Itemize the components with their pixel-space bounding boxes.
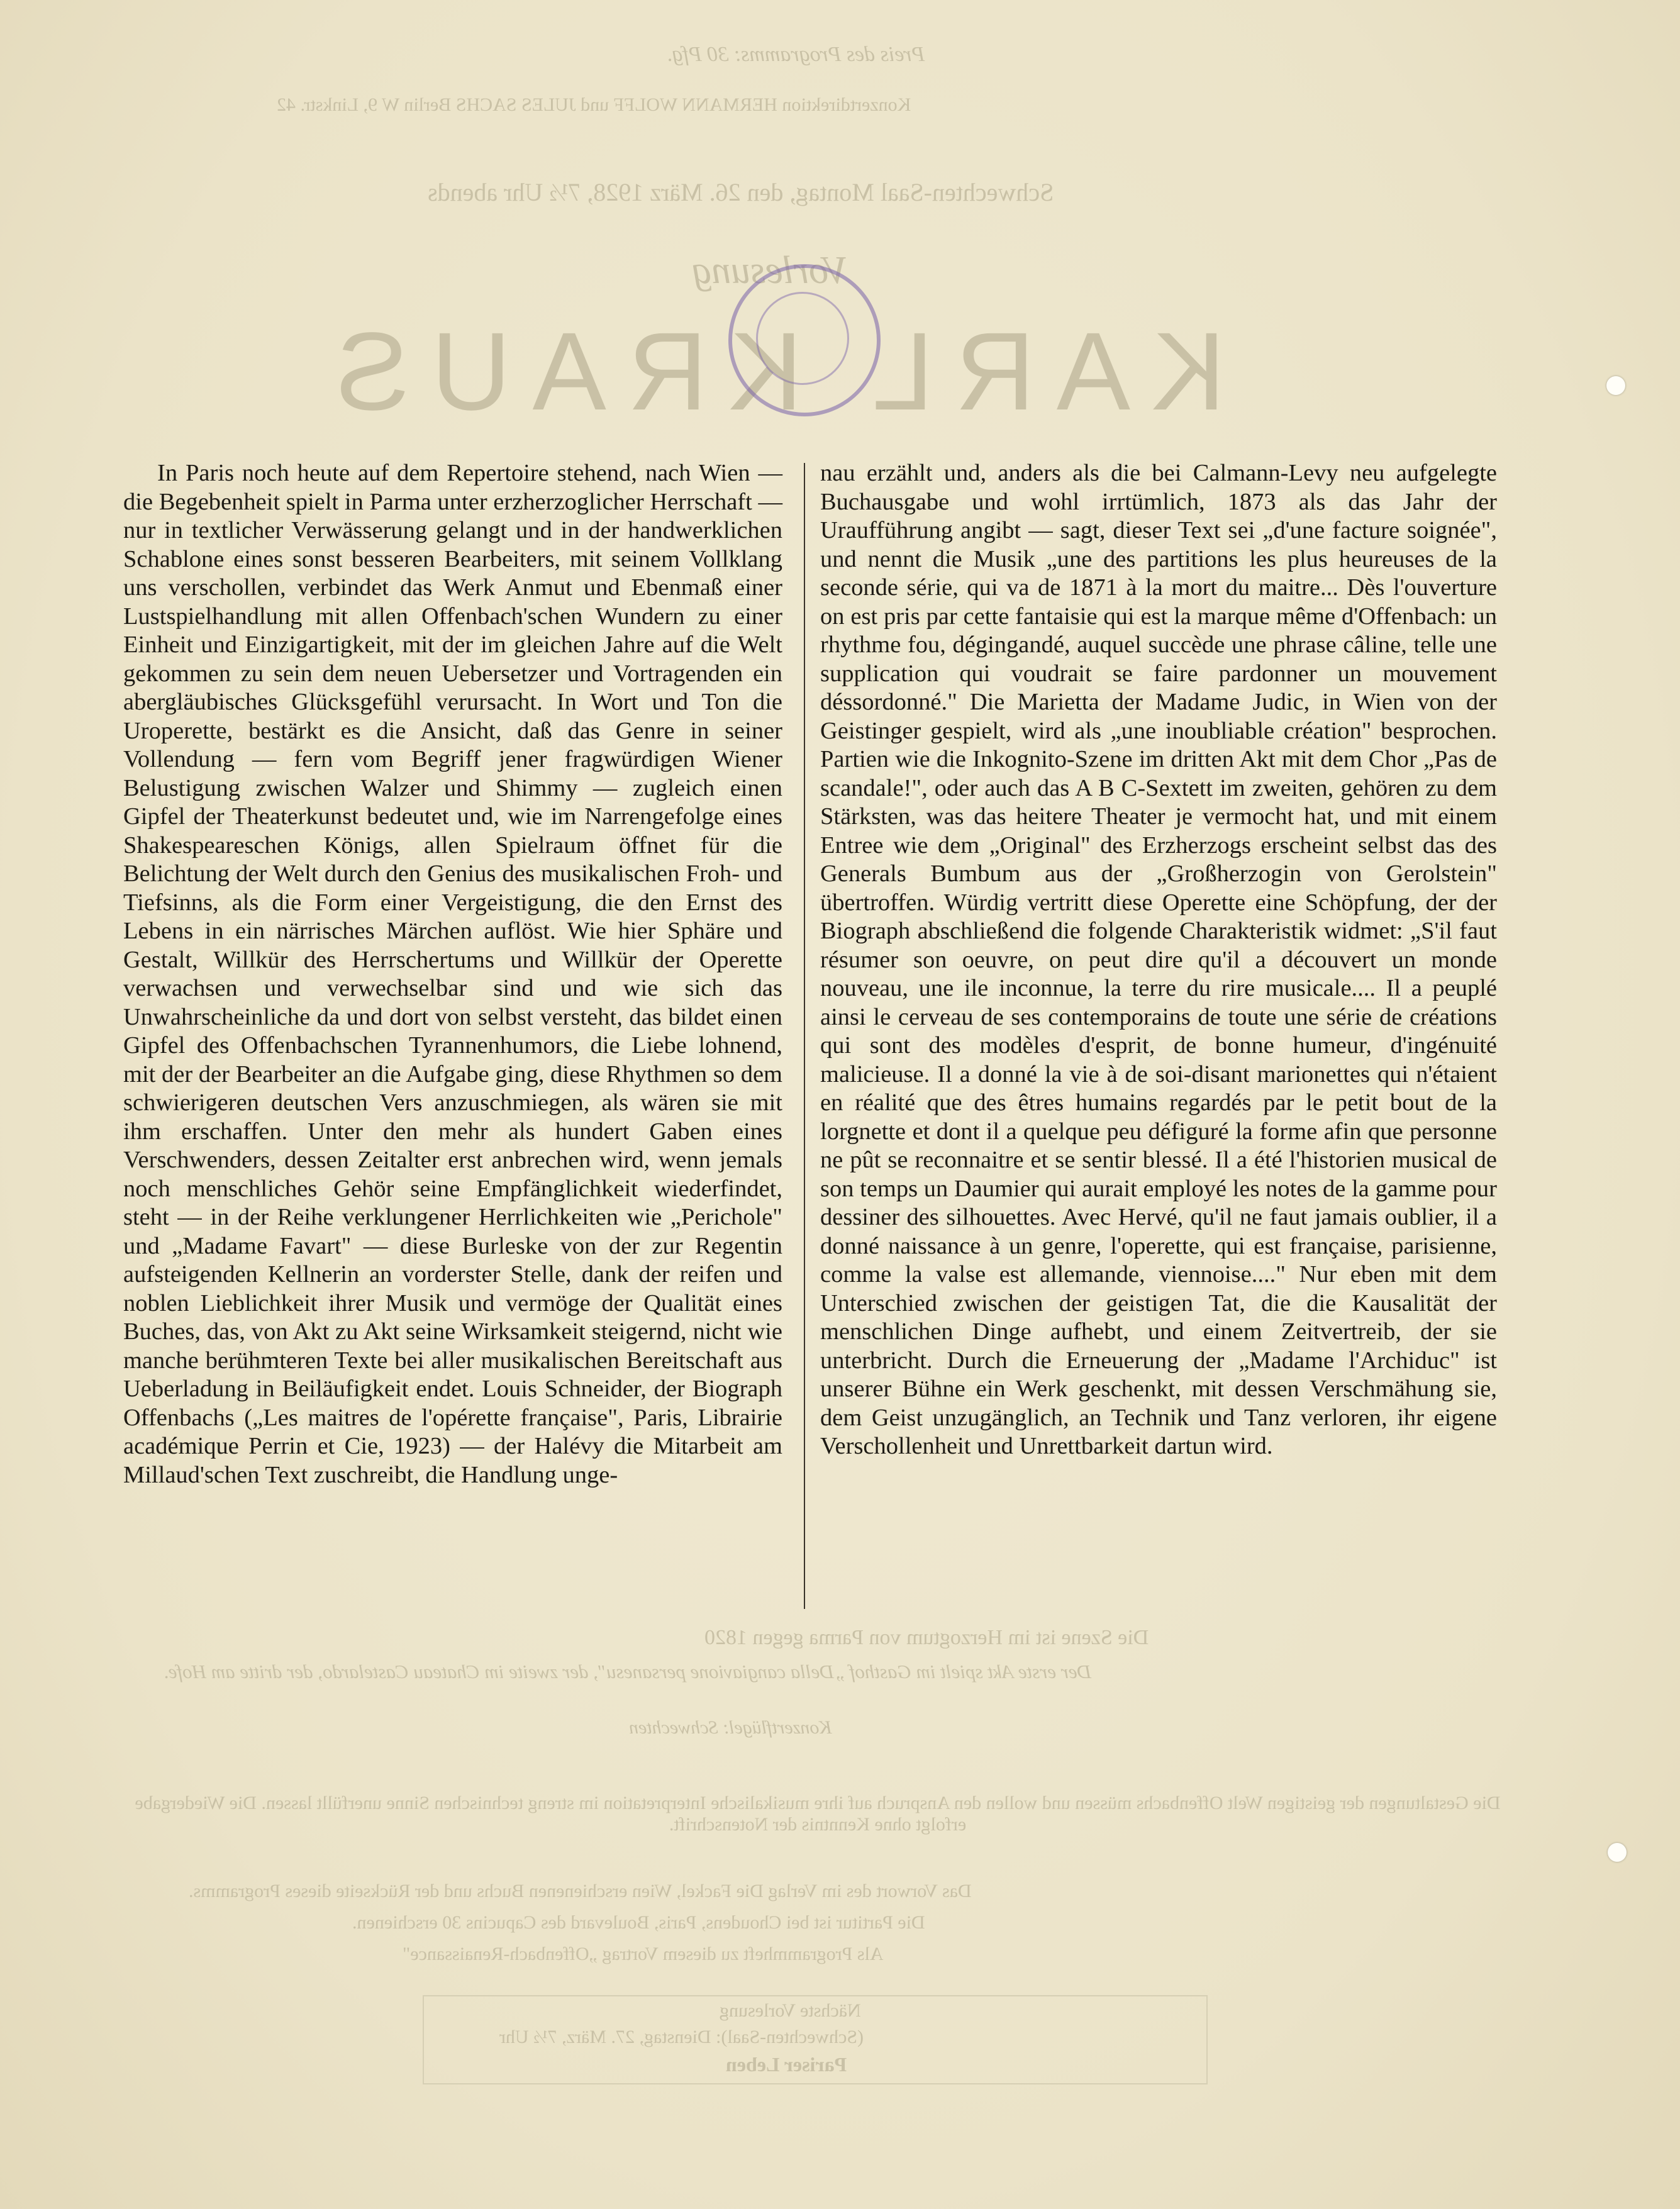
showthrough-scene: Die Szene ist im Herzogtum von Parma gegen 1820 (704, 1626, 1149, 1649)
showthrough-next-details: (Schwechten-Saal): Dienstag, 27. März, 7½ Uhr (499, 2027, 864, 2047)
showthrough-management: Konzertdirektion HERMANN WOLFF und JULES SACHS Berlin W 9, Linkstr. 42 (277, 94, 911, 115)
showthrough-next-reading: Nächste Vorlesung (720, 2000, 861, 2021)
showthrough-name: KARL KRAUS (314, 310, 1226, 433)
article-text-right: nau erzählt und, anders als die bei Calmann-Levy neu aufgelegte Buchausgabe und wohl irrtümlich, 1873 als das Jahr der Uraufführung angibt — sagt, dieser Text sei „d'une facture soignée", und nennt die Musik „une des partitions les plus heureuses de la seconde série, qui va de 1871 à la mort du maitre... Dès l'ouverture on est pris par cette fantaisie qui est la marque même d'Offenbach: un rhythme fou, dégingandé, auquel succède une phrase câline, telle une supplication qui voudrait se faire pardonner un mouvement déssordonné." Die Marietta der Madame Judic, in Wien von der Geistinger gespielt, wird als „une inoubliable création" besprochen. Partien wie die Inkognito-Szene im dritten Akt mit dem Chor „Pas de scandale!", oder auch das A B C-Sextett im zweiten, gehören zu dem Stärksten, was das heitere Theater je vermocht hat, und mit einem Entree wie dem „Original" des Erzherzogs erscheint selbst das des Generals Bumbum aus der „Großherzogin von Gerolstein" übertroffen. Würdig vertritt diese Operette eine Schöpfung, der der Biograph abschließend die folgende Charakteristik widmet: „S'il faut résumer son oeuvre, on peut dire qu'il a découvert un monde nouveau, une ile inconnue, la terre du rire musicale.... Il a peuplé ainsi le cerveau de ses contemporains de toute une série de créations qui sont des modèles d'esprit, de bonne humeur, d'ingénuité malicieuse. Il a donné la vie à de soi-disant marionettes qui n'étaient en réalité que des êtres humains regardés par le petit bout de la lorgnette et dont il a quelque peu défiguré la forme afin que personne ne pût se reconnaitre et se sentir blessé. Il a été l'historien musical de son temps un Daumier qui aurait employé les notes de la gamme pour dessiner des silhouettes. Avec Hervé, qu'il ne faut jamais oublier, il a donné naissance à un genre, l'operette, qui est française, parisienne, comme la valse est allemande, viennoise...." Nur eben mit dem Unterschied zwischen der geistigen Tat, die die Kausalität der menschlichen Dinge aufhebt, und einem Zeitvertreib, der sie unterbricht. Durch die Erneuerung der „Madame l'Archiduc" ist unserer Bühne ein Werk geschenkt, mit dessen Verschmähung sie, dem Geist unzugänglich, an Technik und Tanz verloren, ihr eigene Verschollenheit und Unrettbarkeit dartun wird. (820, 460, 1497, 1459)
showthrough-vorlesung: Vorlesung (692, 249, 848, 292)
showthrough-score: Die Partitur ist bei Choudens, Paris, Boulevard des Capucins 30 erschienen. (352, 1912, 925, 1933)
punch-hole-bottom (1608, 1843, 1627, 1862)
showthrough-act-note: Der erste Akt spielt im Gasthof „Della cangiavione persanesu", der zweite im Chateau Castelardo, der dritte am Hofe. (164, 1661, 1092, 1683)
column-divider (804, 463, 805, 1609)
article-text-left: In Paris noch heute auf dem Repertoire stehend, nach Wien — die Begebenheit spielt in Parma unter erzherzoglicher Herrschaft — nur in textlicher Verwässerung gelangt und in der handwerklichen Schablone eines sonst besseren Bearbeiters, mit seinem Vollklang uns verschollen, verbindet das Werk Anmut und Ebenmaß einer Lustspielhandlung mit allen Offenbach'schen Wundern zu einer Einheit und Einzigartigkeit, mit der im gleichen Jahre auf die Welt gekommen zu sein dem neuen Uebersetzer und Vortragenden ein abergläubisches Glücksgefühl verursacht. In Wort und Ton die Uroperette, bestärkt es die Ansicht, daß das Genre in seiner Vollendung — fern vom Begriff jener fragwürdigen Wiener Belustigung zwischen Walzer und Shimmy — zugleich einen Gipfel der Theaterkunst bedeutet und, wie im Narrengefolge eines Shakespeareschen Königs, allen Spielraum öffnet für die Belichtung der Welt durch den Genius des musikalischen Froh- und Tiefsinns, als die Form einer Vergeistigung, die den Ernst des Lebens in ein närrisches Märchen auflöst. Wie hier Sphäre und Gestalt, Willkür des Herrschertums und Willkür der Operette verwachsen und verwechselbar sind und wie sich das Unwahrscheinliche da und dort von selbst versteht, das bildet einen Gipfel des Offenbachschen Tyrannenhumors, die Liebe lohnend, mit der der Bearbeiter an die Aufgabe ging, diese Rhythmen so dem schwierigeren deutschen Vers anzuschmiegen, als wären sie mit ihm erschaffen. Unter den mehr als hundert Gaben eines Verschwenders, dessen Zeitalter erst anbrechen wird, wenn jemals noch menschliches Gehör seine Empfänglichkeit wiederfindet, steht — in der Reihe verklungener Herrlichkeiten wie „Perichole" und „Madame Favart" — diese Burleske von der zur Regentin aufsteigenden Kellnerin an vorderster Stelle, dank der reifen und noblen Lieblichkeit ihrer Musik und vermöge der Qualität eines Buches, das, von Akt zu Akt seine Wirksamkeit steigernd, nicht wie manche berühmteren Texte bei aller musikalischen Bereitschaft aus Ueberladung in Beiläufigkeit endet. Louis Schneider, der Biograph Offenbachs („Les maitres de l'opérette française", Paris, Librairie académique Perrin et Cie, 1923) — der Halévy die Mitarbeit am Millaud'schen Text zuschreibt, die Handlung unge- (123, 460, 782, 1488)
showthrough-next-box (423, 1995, 1208, 2084)
showthrough-piano: Konzertflügel: Schwechten (629, 1717, 832, 1738)
showthrough-price: Preis des Programms: 30 Pfg. (667, 43, 925, 66)
article-column-left (123, 459, 782, 1489)
library-stamp-center (756, 292, 849, 385)
showthrough-next-title: Pariser Leben (726, 2053, 847, 2076)
article-column-right (820, 459, 1497, 1461)
punch-hole-top (1606, 376, 1625, 395)
showthrough-program-note: Als Programmheft zu diesem Vortrag „Offenbach-Renaissance" (403, 1944, 884, 1964)
library-stamp (728, 264, 881, 416)
showthrough-publisher: Das Vorwort des im Verlag Die Fackel, Wien erschienenen Buchs und der Rückseite dieses Programms. (189, 1881, 972, 1901)
showthrough-venue: Schwechten-Saal Montag, den 26. März 1928, 7½ Uhr abends (428, 178, 1054, 206)
showthrough-notice: Die Gestaltungen der geistigen Welt Offenbachs müssen und wollen den Anspruch auf ihre musikalische Interpretation im streng technischen Sinne unerfüllt lassen. Die Wiedergabe erfolgt ohne Kenntnis der Notenschrift. (135, 1793, 1501, 1835)
